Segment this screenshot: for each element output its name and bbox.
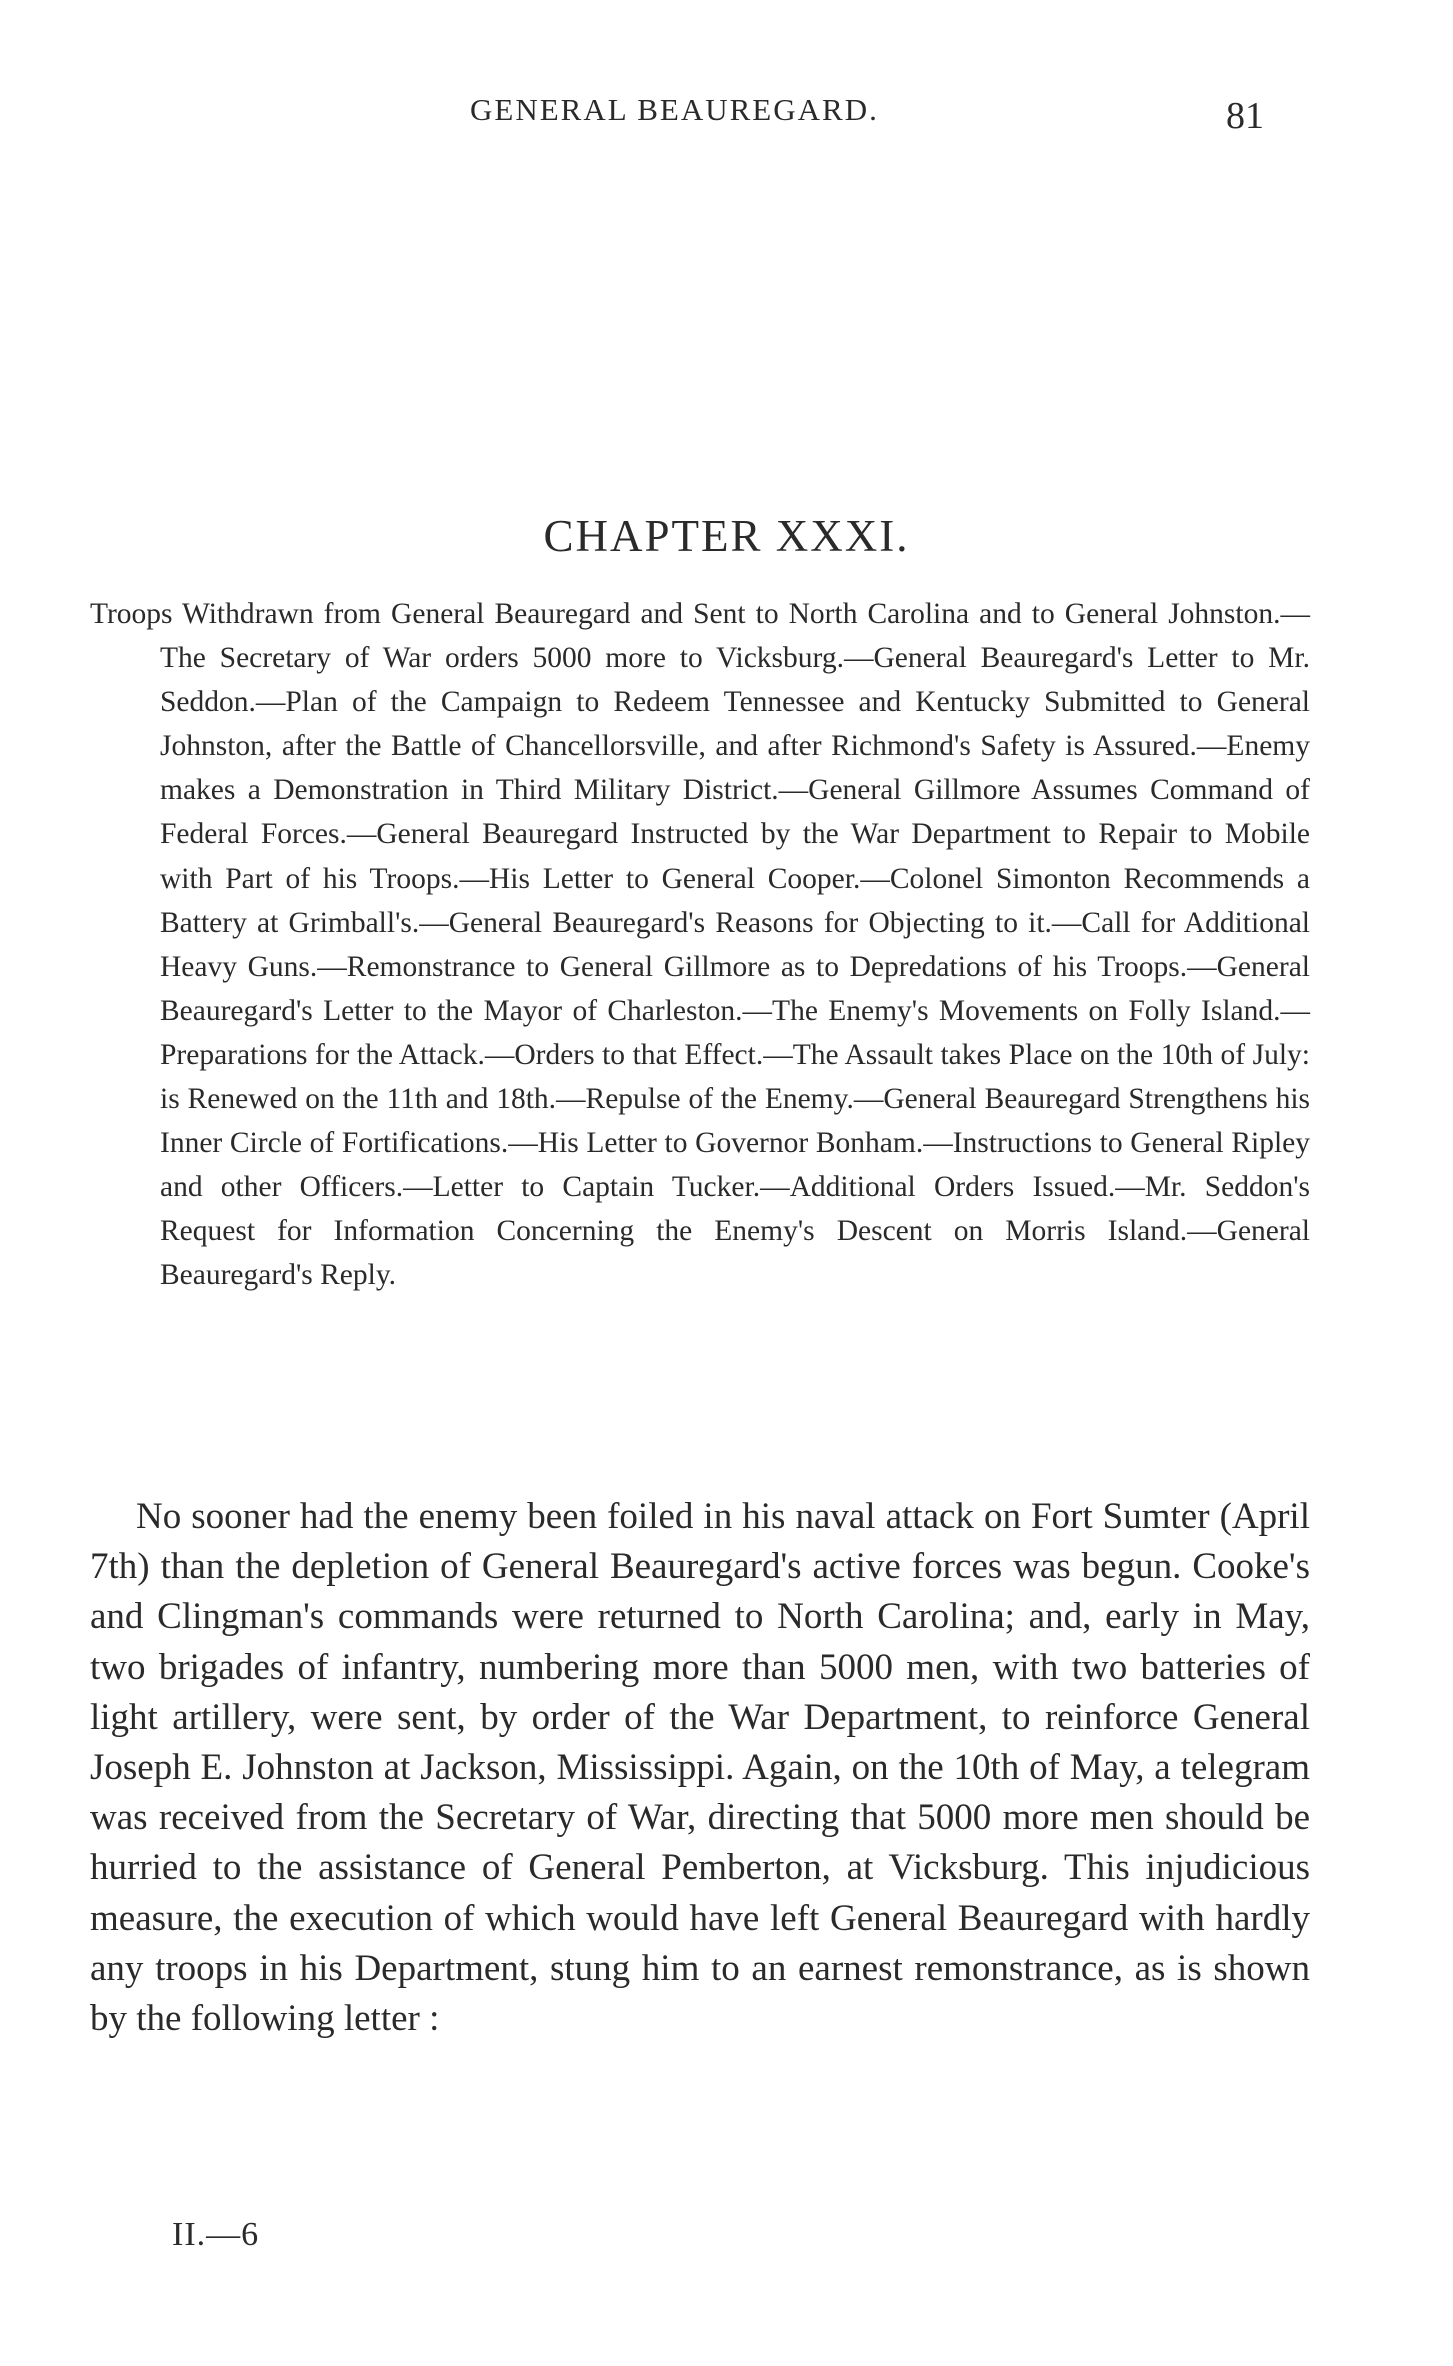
chapter-synopsis: Troops Withdrawn from General Beauregard and Sent to North Carolina and to General Johnston.—The Secretary of War orders 5000 more to Vicksburg.—General Beauregard's Letter to Mr. Seddon.—Plan of the Campaign to Redeem Tennessee and Kentucky Submitted to General Johnston, after the Battle of Chancellorsville, and after Richmond's Safety is Assured.—Enemy makes a Demonstration in Third Military District.—General Gillmore Assumes Command of Federal Forces.—General Beauregard Instructed by the War Department to Repair to Mobile with Part of his Troops.—His Letter to General Cooper.—Colonel Simonton Recommends a Battery at Grimball's.—General Beauregard's Reasons for Objecting to it.—Call for Additional Heavy Guns.—Remonstrance to General Gillmore as to Depredations of his Troops.—General Beauregard's Letter to the Mayor of Charleston.—The Enemy's Movements on Folly Island.—Preparations for the Attack.—Orders to that Effect.—The Assault takes Place on the 10th of July: is Renewed on the 11th and 18th.—Repulse of the Enemy.—General Beauregard Strengthens his Inner Circle of Fortifications.—His Letter to Governor Bonham.—Instructions to General Ripley and other Officers.—Letter to Captain Tucker.—Additional Orders Issued.—Mr. Seddon's Request for Information Concerning the Enemy's Descent on Morris Island.—General Beauregard's Reply.: [90, 598, 1310, 1292]
body-paragraph: No sooner had the enemy been foiled in his naval attack on Fort Sumter (April 7th) than the depletion of General Beauregard's active forces was begun. Cooke's and Clingman's commands were returned to North Carolina; and, early in May, two brigades of infantry, numbering more than 5000 men, with two batteries of light artillery, were sent, by order of the War Department, to reinforce General Joseph E. Johnston at Jackson, Mississippi. Again, on the 10th of May, a telegram was received from the Secretary of War, directing that 5000 more men should be hurried to the assistance of General Pemberton, at Vicksburg. This injudicious measure, the execution of which would have left General Beauregard with hardly any troops in his Department, stung him to an earnest remonstrance, as is shown by the following letter :: [90, 1496, 1310, 2040]
chapter-heading: CHAPTER XXXI.: [543, 511, 910, 561]
running-title: GENERAL BEAUREGARD.: [470, 92, 879, 127]
page-number: 81: [1226, 95, 1264, 137]
signature-mark: II.—6: [172, 2216, 260, 2253]
running-head: [0, 92, 1453, 152]
